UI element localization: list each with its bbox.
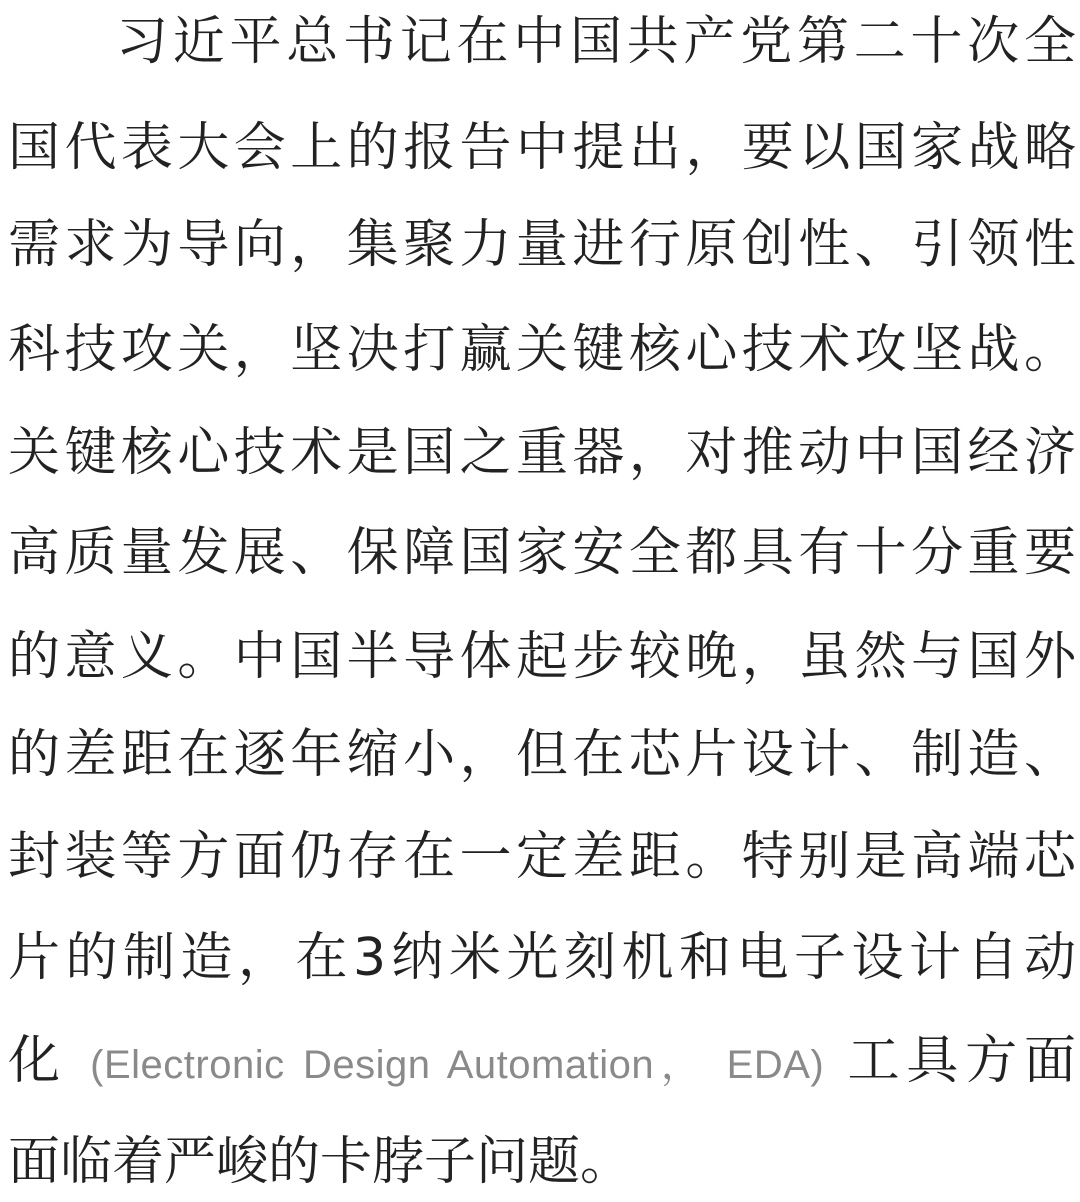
paragraph-last-line: 面临着严峻的卡脖子问题。 xyxy=(8,1132,633,1192)
line-end-text: 工具方面 xyxy=(847,1031,1076,1091)
paragraph-line: 习近平总书记在中国共产党第二十次全 xyxy=(116,12,1076,72)
paragraph-line: 片的制造，在3纳米光刻机和电子设计自动 xyxy=(8,928,1076,988)
paragraph-line: 关键核心技术是国之重器，对推动中国经济 xyxy=(8,423,1076,483)
paragraph-line: 国代表大会上的报告中提出，要以国家战略 xyxy=(8,118,1076,178)
paragraph-line: 封装等方面仍存在一定差距。特别是高端芯 xyxy=(8,827,1076,887)
paragraph-line: 的差距在逐年缩小，但在芯片设计、制造、 xyxy=(8,725,1076,785)
eda-english-term: (Electronic Design Automation， EDA) xyxy=(90,1043,825,1087)
paragraph-line: 需求为导向，集聚力量进行原创性、引领性 xyxy=(8,215,1076,275)
paragraph-line-mixed xyxy=(8,1021,1076,1101)
paragraph-line: 高质量发展、保障国家安全都具有十分重要 xyxy=(8,523,1076,583)
line-start-text: 化 xyxy=(8,1031,67,1091)
paragraph-line: 科技攻关，坚决打赢关键核心技术攻坚战。 xyxy=(8,320,1076,380)
paragraph-line: 的意义。中国半导体起步较晚，虽然与国外 xyxy=(8,627,1076,687)
